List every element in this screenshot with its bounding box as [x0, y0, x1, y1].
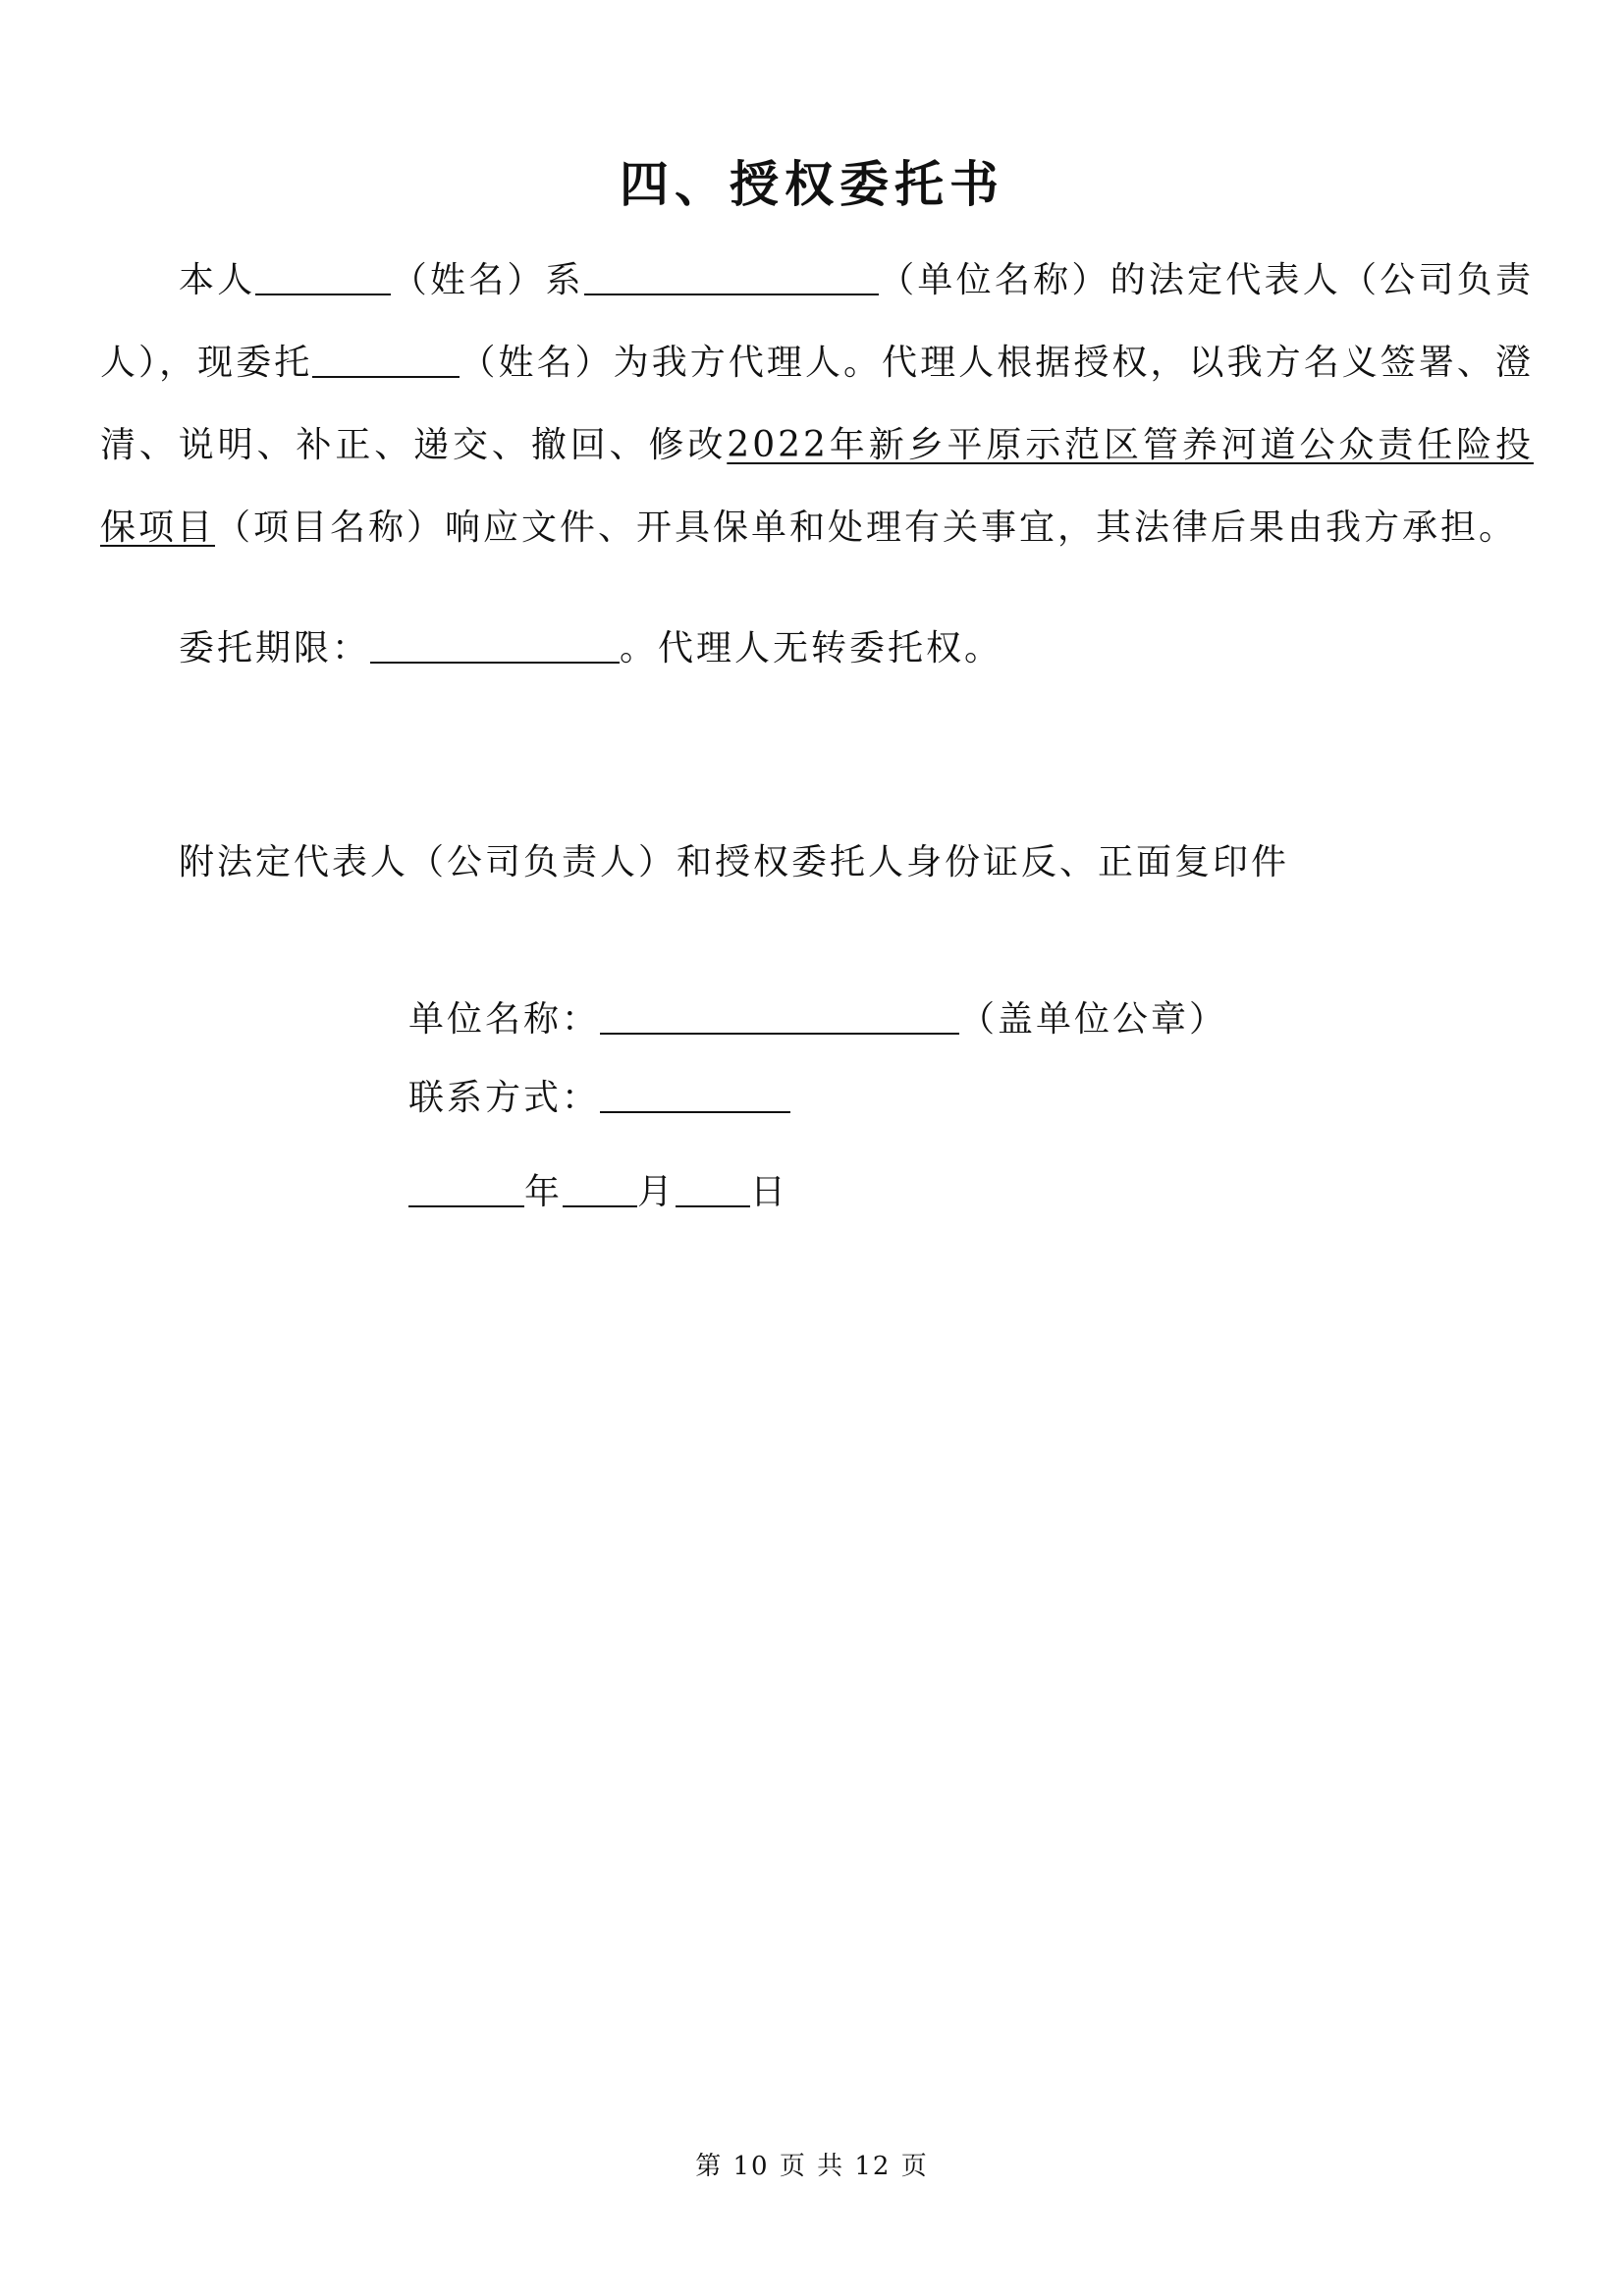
agent-name-blank[interactable]	[312, 341, 460, 378]
name-blank[interactable]	[255, 258, 391, 295]
contact-blank[interactable]	[600, 1076, 790, 1113]
unit-name-line	[408, 991, 1227, 1041]
unit-seal-note: （盖单位公章）	[959, 999, 1228, 1040]
text-segment: （姓名）为我方代理人。代理人根据授权，以我方名义签署、澄清、说明、补正、递交、撤回、修改	[100, 343, 1534, 465]
text-segment: 本人	[179, 260, 256, 300]
year-blank[interactable]	[408, 1170, 524, 1207]
unit-name-blank[interactable]	[584, 258, 879, 295]
date-line	[408, 1164, 788, 1214]
project-name: 2022年新乡平原示范区管养河道公众责任险投保项目	[100, 425, 1534, 548]
term-suffix: 。代理人无转委托权。	[620, 628, 1003, 668]
term-blank[interactable]	[370, 626, 620, 664]
unit-label: 单位名称：	[408, 999, 601, 1040]
day-label: 日	[750, 1172, 789, 1212]
unit-signature-blank[interactable]	[600, 997, 959, 1035]
attachment-note: 附法定代表人（公司负责人）和授权委托人身份证反、正面复印件	[179, 842, 1290, 882]
contact-line	[408, 1070, 790, 1120]
contact-label: 联系方式：	[408, 1078, 601, 1118]
term-label: 委托期限：	[179, 628, 371, 668]
document-title: 四、授权委托书	[620, 156, 1004, 213]
text-segment: （项目名称）响应文件、开具保单和处理有关事宜，其法律后果由我方承担。	[215, 507, 1518, 548]
month-label: 月	[637, 1172, 677, 1212]
year-label: 年	[524, 1172, 564, 1212]
text-segment: （单位名称）的法定代表人（公司负责人），现委托	[100, 260, 1534, 383]
month-blank[interactable]	[563, 1170, 637, 1207]
text-segment: （姓名）系	[391, 260, 584, 300]
day-blank[interactable]	[676, 1170, 750, 1207]
authorization-paragraph	[100, 240, 1534, 569]
page-footer: 第 10 页 共 12 页	[695, 2152, 929, 2181]
term-line	[179, 620, 1002, 670]
